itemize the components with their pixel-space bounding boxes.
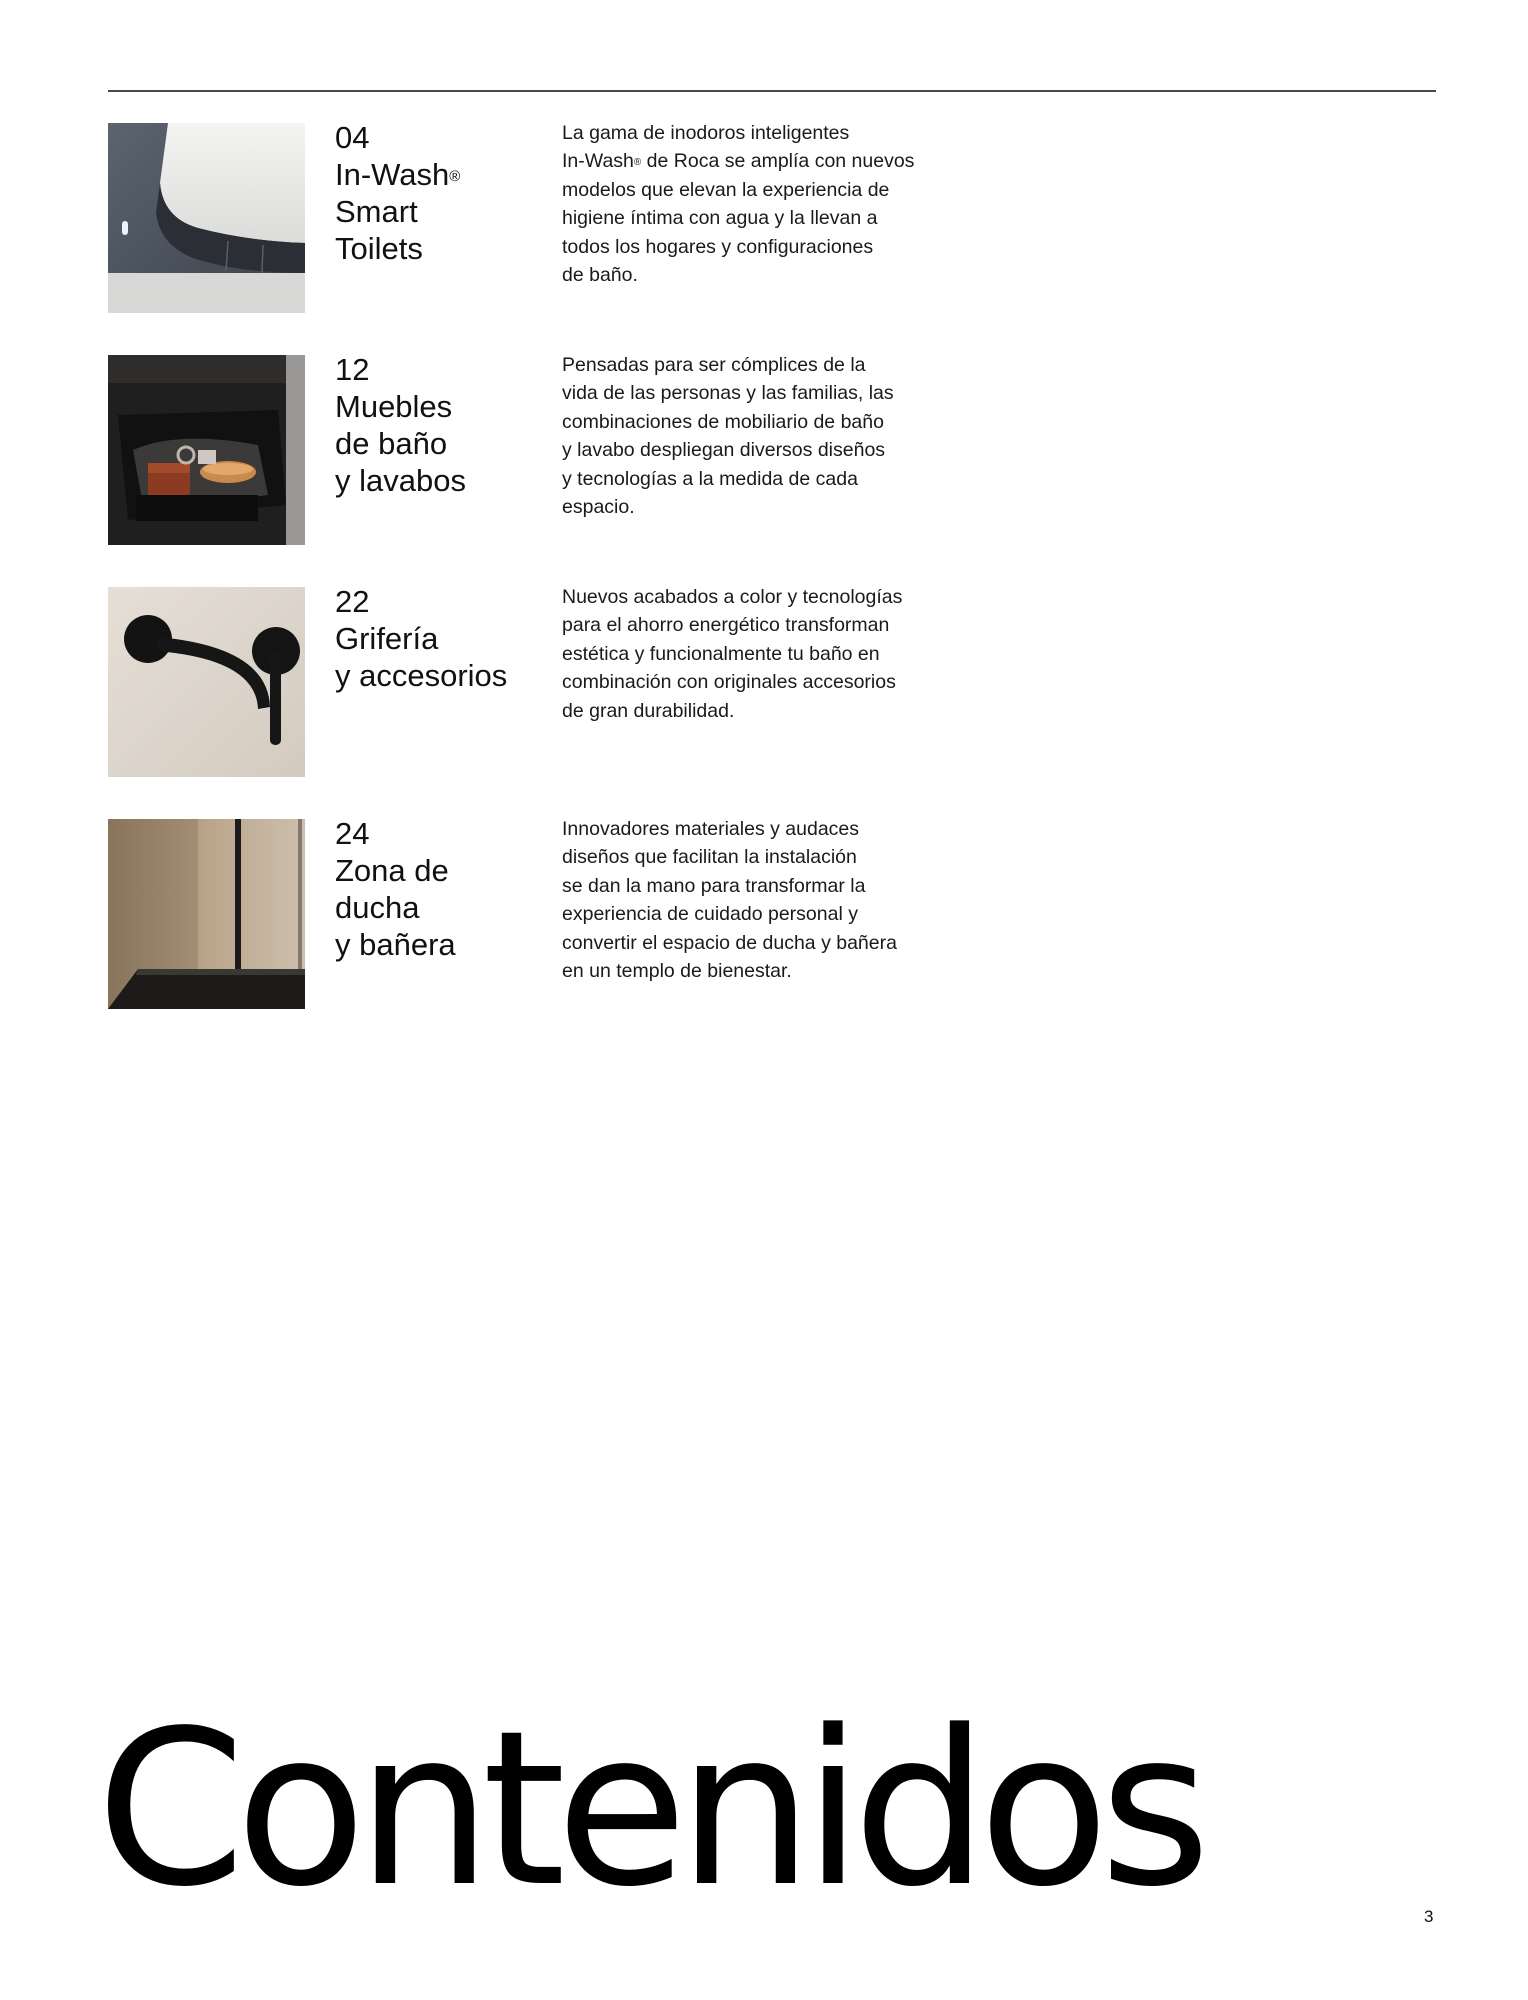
section-title-line: ducha [335,890,420,925]
toc-entry-inwash[interactable] [108,120,1108,315]
toc-heading [335,119,535,267]
toc-entry-griferia[interactable] [108,584,1108,779]
page-title: Contenidos [96,1685,1201,1934]
toc-heading [335,583,535,694]
black-wall-faucet-photo-icon [108,587,305,777]
toc-entry-ducha[interactable] [108,816,1108,1011]
section-title-line: In-Wash® [335,157,461,192]
toc-heading [335,815,535,963]
top-divider [108,90,1436,92]
section-number: 22 [335,584,370,619]
section-description: Innovadores materiales y audaces diseños que facilitan la instalación se dan la mano para transformar la experiencia de cuidado personal y convertir el espacio de ducha y bañera en un templo de bienestar. [562,818,897,983]
section-description: Nuevos acabados a color y tecnologías para el ahorro energético transforman estética y funcionalmente tu baño en combinación con originales accesorios de gran durabilidad. [562,586,903,722]
section-title-line: Smart [335,194,418,229]
section-title-line: Muebles [335,389,453,424]
bathroom-drawer-photo [108,355,305,545]
section-title-line: y bañera [335,927,456,962]
smart-toilet-control-panel-photo-icon [108,123,305,313]
section-description: Pensadas para ser cómplices de la vida de las personas y las familias, las combinaciones de mobiliario de baño y lavabo despliegan diversos diseños y tecnologías a la medida de cada espacio. [562,354,894,519]
toc-heading [335,351,535,499]
faucet-photo [108,587,305,777]
section-number: 24 [335,816,370,851]
section-number: 12 [335,352,370,387]
page-number: 3 [1424,1907,1434,1926]
registered-mark: ® [633,157,642,169]
smart-toilet-photo [108,123,305,313]
section-title-line: y lavabos [335,463,466,498]
section-description: La gama de inodoros inteligentes In-Wash® de Roca se amplía con nuevos modelos que elevan la experiencia de higiene íntima con agua y la llevan a todos los hogares y configuraciones de baño. [562,122,915,287]
section-title-line: de baño [335,426,448,461]
section-title-line: Grifería [335,621,439,656]
section-title-line: Toilets [335,231,423,266]
section-title-line: y accesorios [335,658,508,693]
bathroom-drawer-organizer-photo-icon [108,355,305,545]
section-title-line: Zona de [335,853,449,888]
toc-entry-muebles[interactable] [108,352,1108,547]
section-number: 04 [335,120,370,155]
shower-tray-glass-screen-photo-icon [108,819,305,1009]
registered-mark: ® [449,168,461,185]
shower-photo [108,819,305,1009]
